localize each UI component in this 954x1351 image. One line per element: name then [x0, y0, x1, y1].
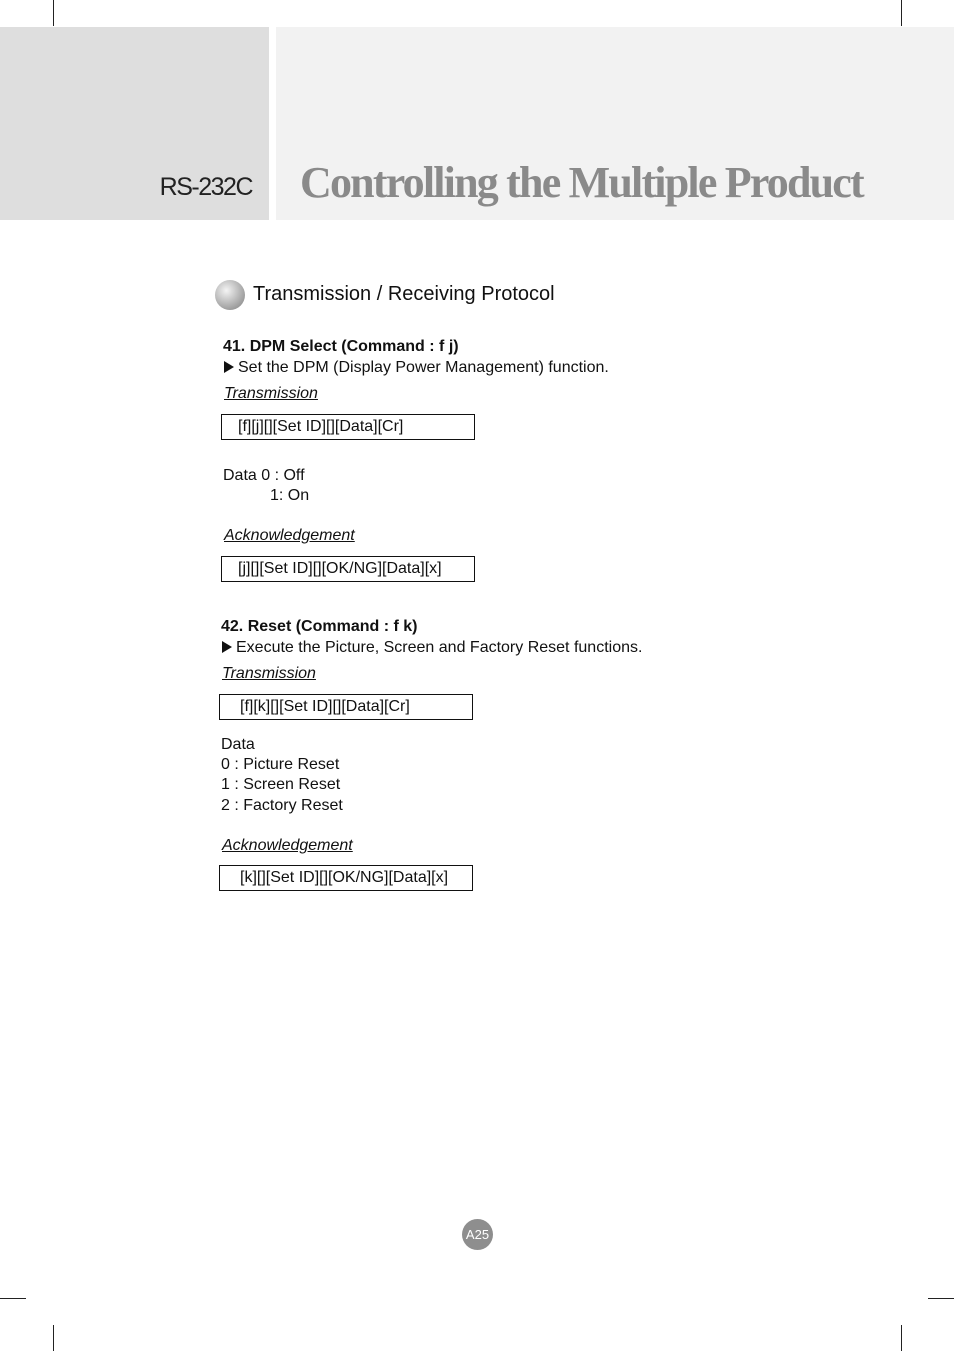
crop-mark — [53, 0, 54, 26]
crop-mark — [901, 0, 902, 26]
arrow-right-icon — [222, 641, 232, 653]
page-title: Controlling the Multiple Product — [300, 158, 863, 207]
crop-mark — [53, 1325, 54, 1351]
crop-mark — [901, 1325, 902, 1351]
command-description: Execute the Picture, Screen and Factory Reset functions. — [222, 639, 642, 657]
transmission-code-box: [f][j][][Set ID][][Data][Cr] — [221, 414, 475, 440]
acknowledgement-code-box: [k][][Set ID][][OK/NG][Data][x] — [219, 865, 473, 891]
data-line: Data — [221, 736, 255, 753]
transmission-code-box: [f][k][][Set ID][][Data][Cr] — [219, 694, 473, 720]
crop-mark — [0, 1298, 26, 1299]
command-description: Set the DPM (Display Power Management) function. — [224, 359, 609, 377]
crop-mark — [928, 1298, 954, 1299]
transmission-label: Transmission — [224, 385, 318, 402]
acknowledgement-label: Acknowledgement — [222, 837, 353, 854]
data-line: 1 : Screen Reset — [221, 776, 341, 793]
header-title-panel — [276, 27, 954, 220]
section-tag: RS-232C — [159, 173, 252, 201]
data-line: 2 : Factory Reset — [221, 797, 343, 814]
acknowledgement-label: Acknowledgement — [224, 527, 355, 544]
transmission-label: Transmission — [222, 665, 316, 682]
arrow-right-icon — [224, 361, 234, 373]
sphere-bullet-icon — [215, 280, 245, 310]
acknowledgement-code-box: [j][][Set ID][][OK/NG][Data][x] — [221, 556, 475, 582]
data-line: Data 0 : Off — [223, 467, 305, 484]
command-title: 41. DPM Select (Command : f j) — [223, 338, 459, 355]
header-section-panel — [0, 27, 269, 220]
command-title: 42. Reset (Command : f k) — [221, 618, 418, 635]
data-line: 1: On — [270, 487, 310, 504]
page-number-badge: A25 — [462, 1219, 493, 1250]
data-line: 0 : Picture Reset — [221, 756, 340, 773]
section-title: Transmission / Receiving Protocol — [253, 283, 555, 305]
